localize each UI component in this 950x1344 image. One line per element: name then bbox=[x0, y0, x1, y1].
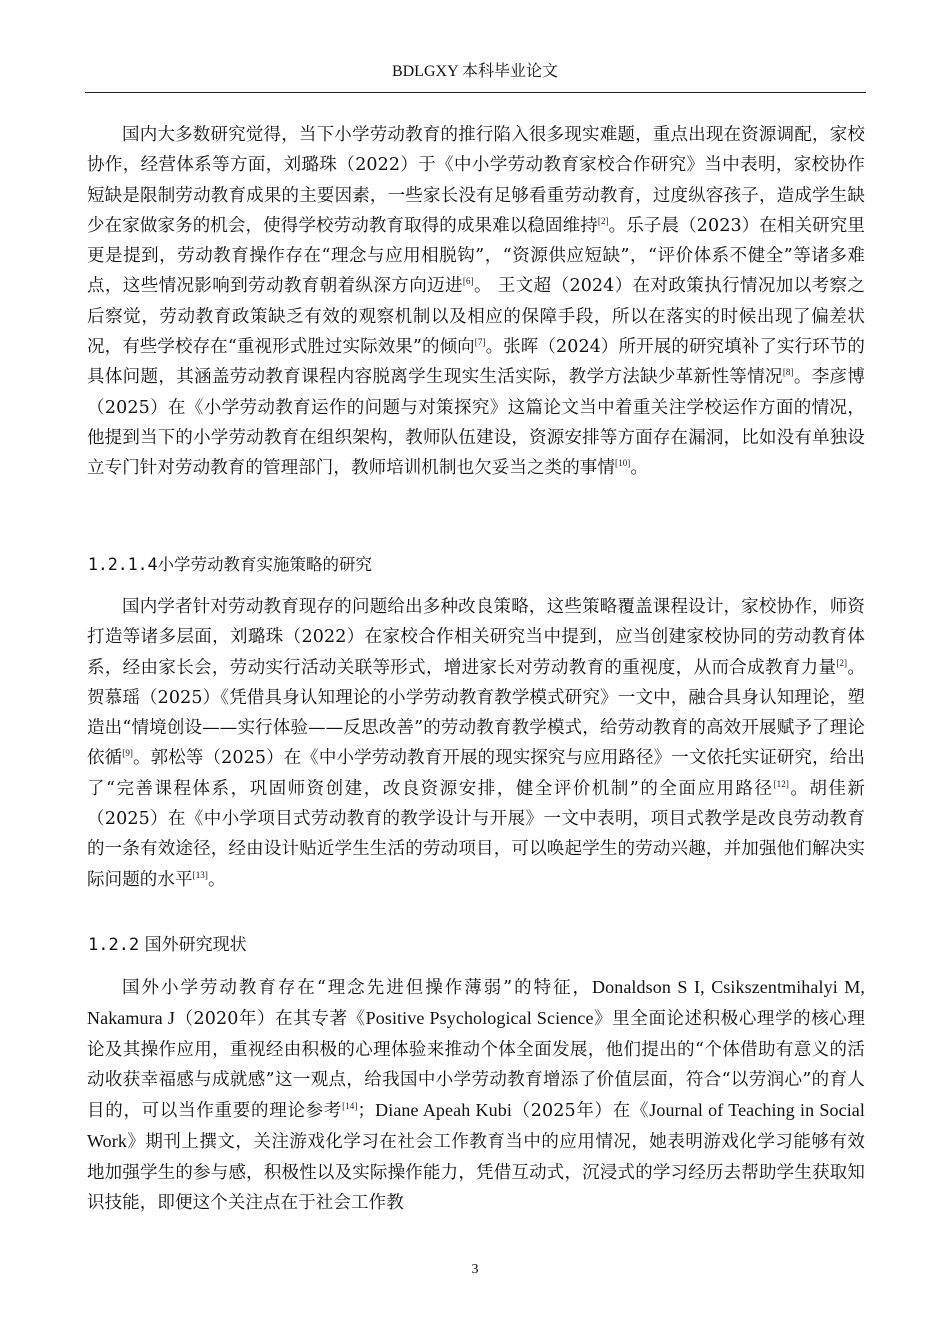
paragraph-strategies bbox=[87, 592, 865, 895]
paragraph-text: 。胡佳新（2025）在《中小学项目式劳动教育的教学设计与开展》一文中表明，项目式教学是改良劳动教育的一条有效途径，经由设计贴近学生生活的劳动项目，可以唤起学生的劳动兴趣，并加强他们解决实际问题的水平 bbox=[87, 778, 866, 890]
paragraph-text: 。 王文超（2024）在对政策执行情况加以考察之后察觉，劳动教育政策缺乏有效的观察机制以及相应的保障手段，所以在落实的时候出现了偏差状况，有些学校存在“重视形式胜过实际效果”的倾向 bbox=[87, 276, 865, 358]
paragraph-text: 。郭松等（2025）在《中小学劳动教育开展的现实探究与应用路径》一文依托实证研究，给出了“完善课程体系，巩固师资创建，改良资源安排，健全评价机制”的全面应用路径 bbox=[87, 748, 865, 799]
paragraph-text: 。李彦博（2025）在《小学劳动教育运作的问题与对策探究》这篇论文当中着重关注学校运作方面的情况，他提到当下的小学劳动教育在组织架构，教师队伍建设，资源安排等方面存在漏洞，比如没有单独设立专门针对劳动教育的管理部门，教师培训机制也欠妥当之类的事情 bbox=[87, 367, 865, 479]
section-title: 小学劳动教育实施策略的研究 bbox=[157, 555, 373, 574]
citation: [14] bbox=[342, 1101, 358, 1112]
page-number: 3 bbox=[471, 1262, 479, 1277]
paragraph-text: （2025年）在《 bbox=[511, 1101, 650, 1122]
author-name: Diane Apeah Kubi bbox=[375, 1100, 512, 1121]
section-title: 国外研究现状 bbox=[144, 935, 247, 955]
citation: [7] bbox=[474, 337, 486, 348]
section-number: 1.2.1.4 bbox=[88, 555, 158, 574]
paragraph-text: 国内学者针对劳动教育现存的问题给出多种改良策略，这些策略覆盖课程设计，家校协作，师资打造等诸多层面，刘璐珠（2022）在家校合作相关研究当中提到，应当创建家校协同的劳动教育体系，经由家长会，劳动实行活动关联等形式，增进家长对劳动教育的重视度，从而合成教育力量 bbox=[87, 597, 865, 678]
journal-title: Journal of Teaching in Social Work bbox=[87, 1100, 865, 1152]
paragraph-text: 》里全面论述积极心理学的核心理论及其操作应用，重视经由积极的心理体验来推动个体全面发展，他们提出的“个体借助有意义的活动收获幸福感与成就感”这一观点，给我国中小学劳动教育增添了价值层面，符合“以劳润心”的育人目的，可以当作重要的理论参考 bbox=[87, 1009, 865, 1122]
paragraph-text: 国内大多数研究觉得，当下小学劳动教育的推行陷入很多现实难题，重点出现在资源调配，家校协作，经营体系等方面，刘璐珠（2022）于《中小学劳动教育家校合作研究》当中表明，家校协作短缺是限制劳动教育成果的主要因素，一些家长没有足够看重劳动教育，过度纵容孩子，造成学生缺少在家做家务的机会，使得学校劳动教育取得的成果难以稳固维持 bbox=[87, 125, 865, 236]
paragraph-domestic-problems bbox=[87, 120, 865, 484]
citation: [6] bbox=[462, 276, 474, 287]
paragraph-text: 。贺慕瑶（2025）《凭借具身认知理论的小学劳动教育教学模式研究》一文中，融合具身认知理论，塑造出“情境创设——实行体验——反思改善”的劳动教育教学模式，给劳动教育的高效开展赋予了理论依循 bbox=[87, 657, 865, 769]
paragraph-text: 》期刊上撰文，关注游戏化学习在社会工作教育当中的应用情况，她表明游戏化学习能够有效地加强学生的参与感，积极性以及实际操作能力，凭借互动式，沉浸式的学习经历去帮助学生获取知识技能，即便这个关注点在于社会工作教 bbox=[87, 1132, 865, 1214]
citation: [13] bbox=[192, 869, 209, 880]
paragraph-text: 。 bbox=[630, 458, 649, 479]
author-names: Donaldson S I, Csikszentmihalyi M, Nakamura J bbox=[87, 977, 865, 1029]
citation: [2] bbox=[836, 657, 848, 668]
page-header: BDLGXY 本科毕业论文 bbox=[391, 63, 559, 80]
citation: [2] bbox=[597, 216, 609, 227]
citation: [8] bbox=[782, 367, 794, 378]
section-number: 1.2.2 bbox=[88, 935, 140, 955]
paragraph-text: 。张晖（2024）所开展的研究填补了实行环节的具体问题，其涵盖劳动教育课程内容脱离学生现实生活实际，教学方法缺少革新性等情况 bbox=[87, 337, 865, 388]
paragraph-foreign-research bbox=[87, 972, 865, 1218]
citation: [12] bbox=[773, 778, 789, 789]
section-heading-1-2-1-4 bbox=[88, 552, 372, 578]
citation: [10] bbox=[615, 458, 631, 469]
book-title: Positive Psychological Science bbox=[365, 1008, 594, 1029]
paragraph-text: ； bbox=[357, 1101, 376, 1122]
header-divider bbox=[85, 92, 866, 93]
paragraph-text: 国外小学劳动教育存在“理念先进但操作薄弱”的特征， bbox=[122, 978, 593, 998]
section-heading-1-2-2 bbox=[88, 932, 247, 958]
paragraph-text: （2020年）在其专著《 bbox=[174, 1009, 366, 1030]
paragraph-text: 。 bbox=[208, 869, 226, 890]
paragraph-text: 。乐子晨（2023）在相关研究里更是提到，劳动教育操作存在“理念与应用相脱钩”，“资源供应短缺”，“评价体系不健全”等诸多难点，这些情况影响到劳动教育朝着纵深方向迈进 bbox=[87, 215, 865, 297]
citation: [9] bbox=[122, 748, 134, 759]
